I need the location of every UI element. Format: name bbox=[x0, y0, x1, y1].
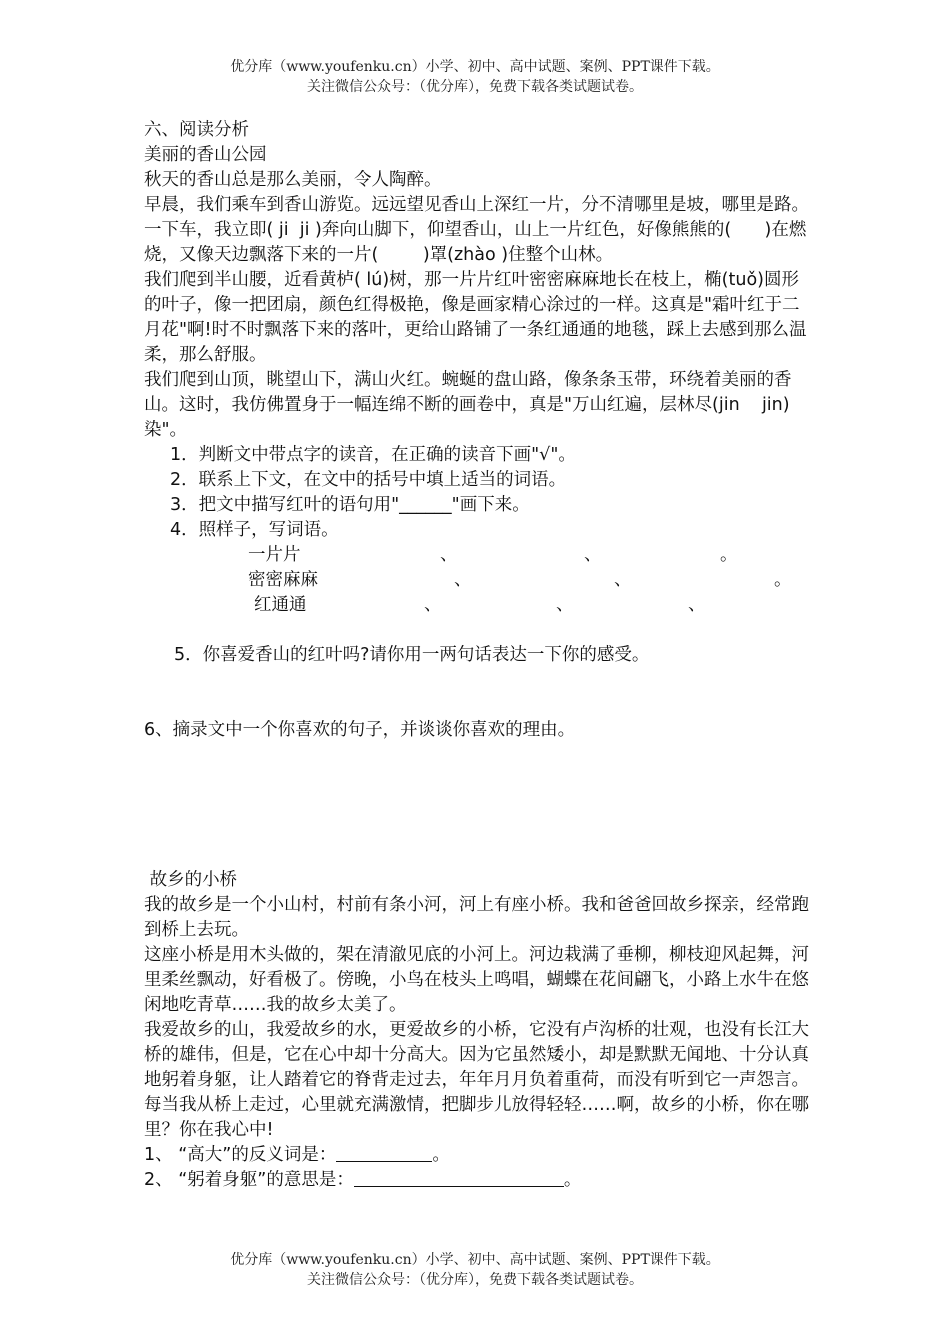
word-separator: 、 bbox=[688, 595, 706, 615]
passage1-paragraph: 我们爬到山顶，眺望山下，满山火红。蜿蜒的盘山路，像条条玉带，环绕着美丽的香山。这时，我仿佛置身于一幅连绵不断的画卷中，真是"万山红遍，层林尽(jin jin)染"。 bbox=[144, 370, 792, 440]
word-separator: 、 bbox=[556, 595, 574, 615]
question-3: 3．把文中描写红叶的语句用"______"画下来。 bbox=[170, 495, 530, 515]
header-line-2: 关注微信公众号：（优分库），免费下载各类试题试卷。 bbox=[307, 79, 643, 95]
question-6: 6、摘录文中一个你喜欢的句子，并谈谈你喜欢的理由。 bbox=[144, 720, 576, 740]
word-separator: 、 bbox=[584, 545, 602, 565]
spacer bbox=[144, 693, 810, 718]
passage2-question-1 bbox=[144, 1143, 810, 1168]
question-5: 5．你喜爱香山的红叶吗?请你用一两句话表达一下你的感受。 bbox=[174, 645, 650, 665]
word-separator: 、 bbox=[440, 545, 458, 565]
word-example: 一片片 bbox=[248, 545, 301, 565]
question-1: 1．判断文中带点字的读音，在正确的读音下画"√"。 bbox=[170, 445, 576, 465]
page-header bbox=[0, 57, 950, 97]
word-separator: 、 bbox=[614, 570, 632, 590]
passage1-paragraph: 我们爬到半山腰，近看黄栌( lú)树，那一片片红叶密密麻麻地长在枝上，椭(tuǒ)圆形的叶子，像一把团扇，颜色红得极艳，像是画家精心涂过的一样。这真是"霜叶红于二月花"啊!时不时飘落下来的落叶，更给山路铺了一条红通通的地毯，踩上去感到那么温柔，那么舒服。 bbox=[144, 270, 807, 365]
question-end: 。 bbox=[563, 1170, 582, 1190]
question-label: 1、 “高大”的反义词是： bbox=[144, 1145, 337, 1165]
document-body bbox=[144, 118, 810, 1193]
word-row-3 bbox=[144, 593, 810, 618]
spacer bbox=[144, 743, 810, 843]
passage1-title: 美丽的香山公园 bbox=[144, 145, 267, 165]
passage1-paragraph: 秋天的香山总是那么美丽，令人陶醉。 bbox=[144, 170, 442, 190]
section-title: 六、阅读分析 bbox=[144, 120, 249, 140]
passage2-title: 故乡的小桥 bbox=[144, 870, 238, 890]
answer-blank[interactable] bbox=[354, 1168, 564, 1187]
answer-blank[interactable] bbox=[336, 1143, 432, 1162]
word-separator: 。 bbox=[720, 545, 738, 565]
passage1-paragraph: 早晨，我们乘车到香山游览。远远望见香山上深红一片，分不清哪里是坡，哪里是路。 bbox=[144, 195, 809, 215]
question-end: 。 bbox=[432, 1145, 450, 1165]
passage2-paragraph: 我的故乡是一个小山村，村前有条小河，河上有座小桥。我和爸爸回故乡探亲，经常跑到桥上去玩。 bbox=[144, 895, 809, 940]
footer-line-2: 关注微信公众号：（优分库），免费下载各类试题试卷。 bbox=[307, 1272, 643, 1288]
page-footer bbox=[0, 1250, 950, 1290]
passage1-paragraph: 一下车，我立即( ji ji )奔向山脚下，仰望香山，山上一片红色，好像熊熊的( )在燃烧，又像天边飘落下来的一片( )罩(zhào )住整个山林。 bbox=[144, 220, 807, 265]
word-separator: 、 bbox=[454, 570, 472, 590]
word-separator: 、 bbox=[424, 595, 442, 615]
spacer bbox=[144, 668, 810, 693]
word-row-2 bbox=[144, 568, 810, 593]
passage2-paragraph: 每当我从桥上走过，心里就充满激情，把脚步儿放得轻轻……啊，故乡的小桥，你在哪里？你在我心中! bbox=[144, 1095, 809, 1140]
question-label: 2、 “躬着身躯”的意思是： bbox=[144, 1170, 354, 1190]
header-line-1: 优分库（www.youfenku.cn）小学、初中、高中试题、案例、PPT课件下载。 bbox=[230, 59, 720, 75]
passage2-paragraph: 我爱故乡的山，我爱故乡的水，更爱故乡的小桥，它没有卢沟桥的壮观，也没有长江大桥的雄伟，但是，它在心中却十分高大。因为它虽然矮小，却是默默无闻地、十分认真地躬着身躯，让人踏着它的脊背走过去，年年月月负着重荷，而没有听到它一声怨言。 bbox=[144, 1020, 809, 1090]
spacer bbox=[144, 618, 810, 643]
passage2-paragraph: 这座小桥是用木头做的，架在清澈见底的小河上。河边栽满了垂柳，柳枝迎风起舞，河里柔丝飘动，好看极了。傍晚，小鸟在枝头上鸣唱，蝴蝶在花间翩飞，小路上水牛在悠闲地吃青草……我的故乡太美了。 bbox=[144, 945, 809, 1015]
word-example: 红通通 bbox=[254, 595, 307, 615]
word-example: 密密麻麻 bbox=[248, 570, 318, 590]
word-separator: 。 bbox=[774, 570, 792, 590]
question-4: 4．照样子，写词语。 bbox=[170, 520, 339, 540]
passage2-question-2 bbox=[144, 1168, 810, 1193]
word-row-1 bbox=[144, 543, 810, 568]
footer-line-1: 优分库（www.youfenku.cn）小学、初中、高中试题、案例、PPT课件下载。 bbox=[230, 1252, 720, 1268]
question-2: 2．联系上下文，在文中的括号中填上适当的词语。 bbox=[170, 470, 567, 490]
spacer bbox=[144, 843, 810, 868]
